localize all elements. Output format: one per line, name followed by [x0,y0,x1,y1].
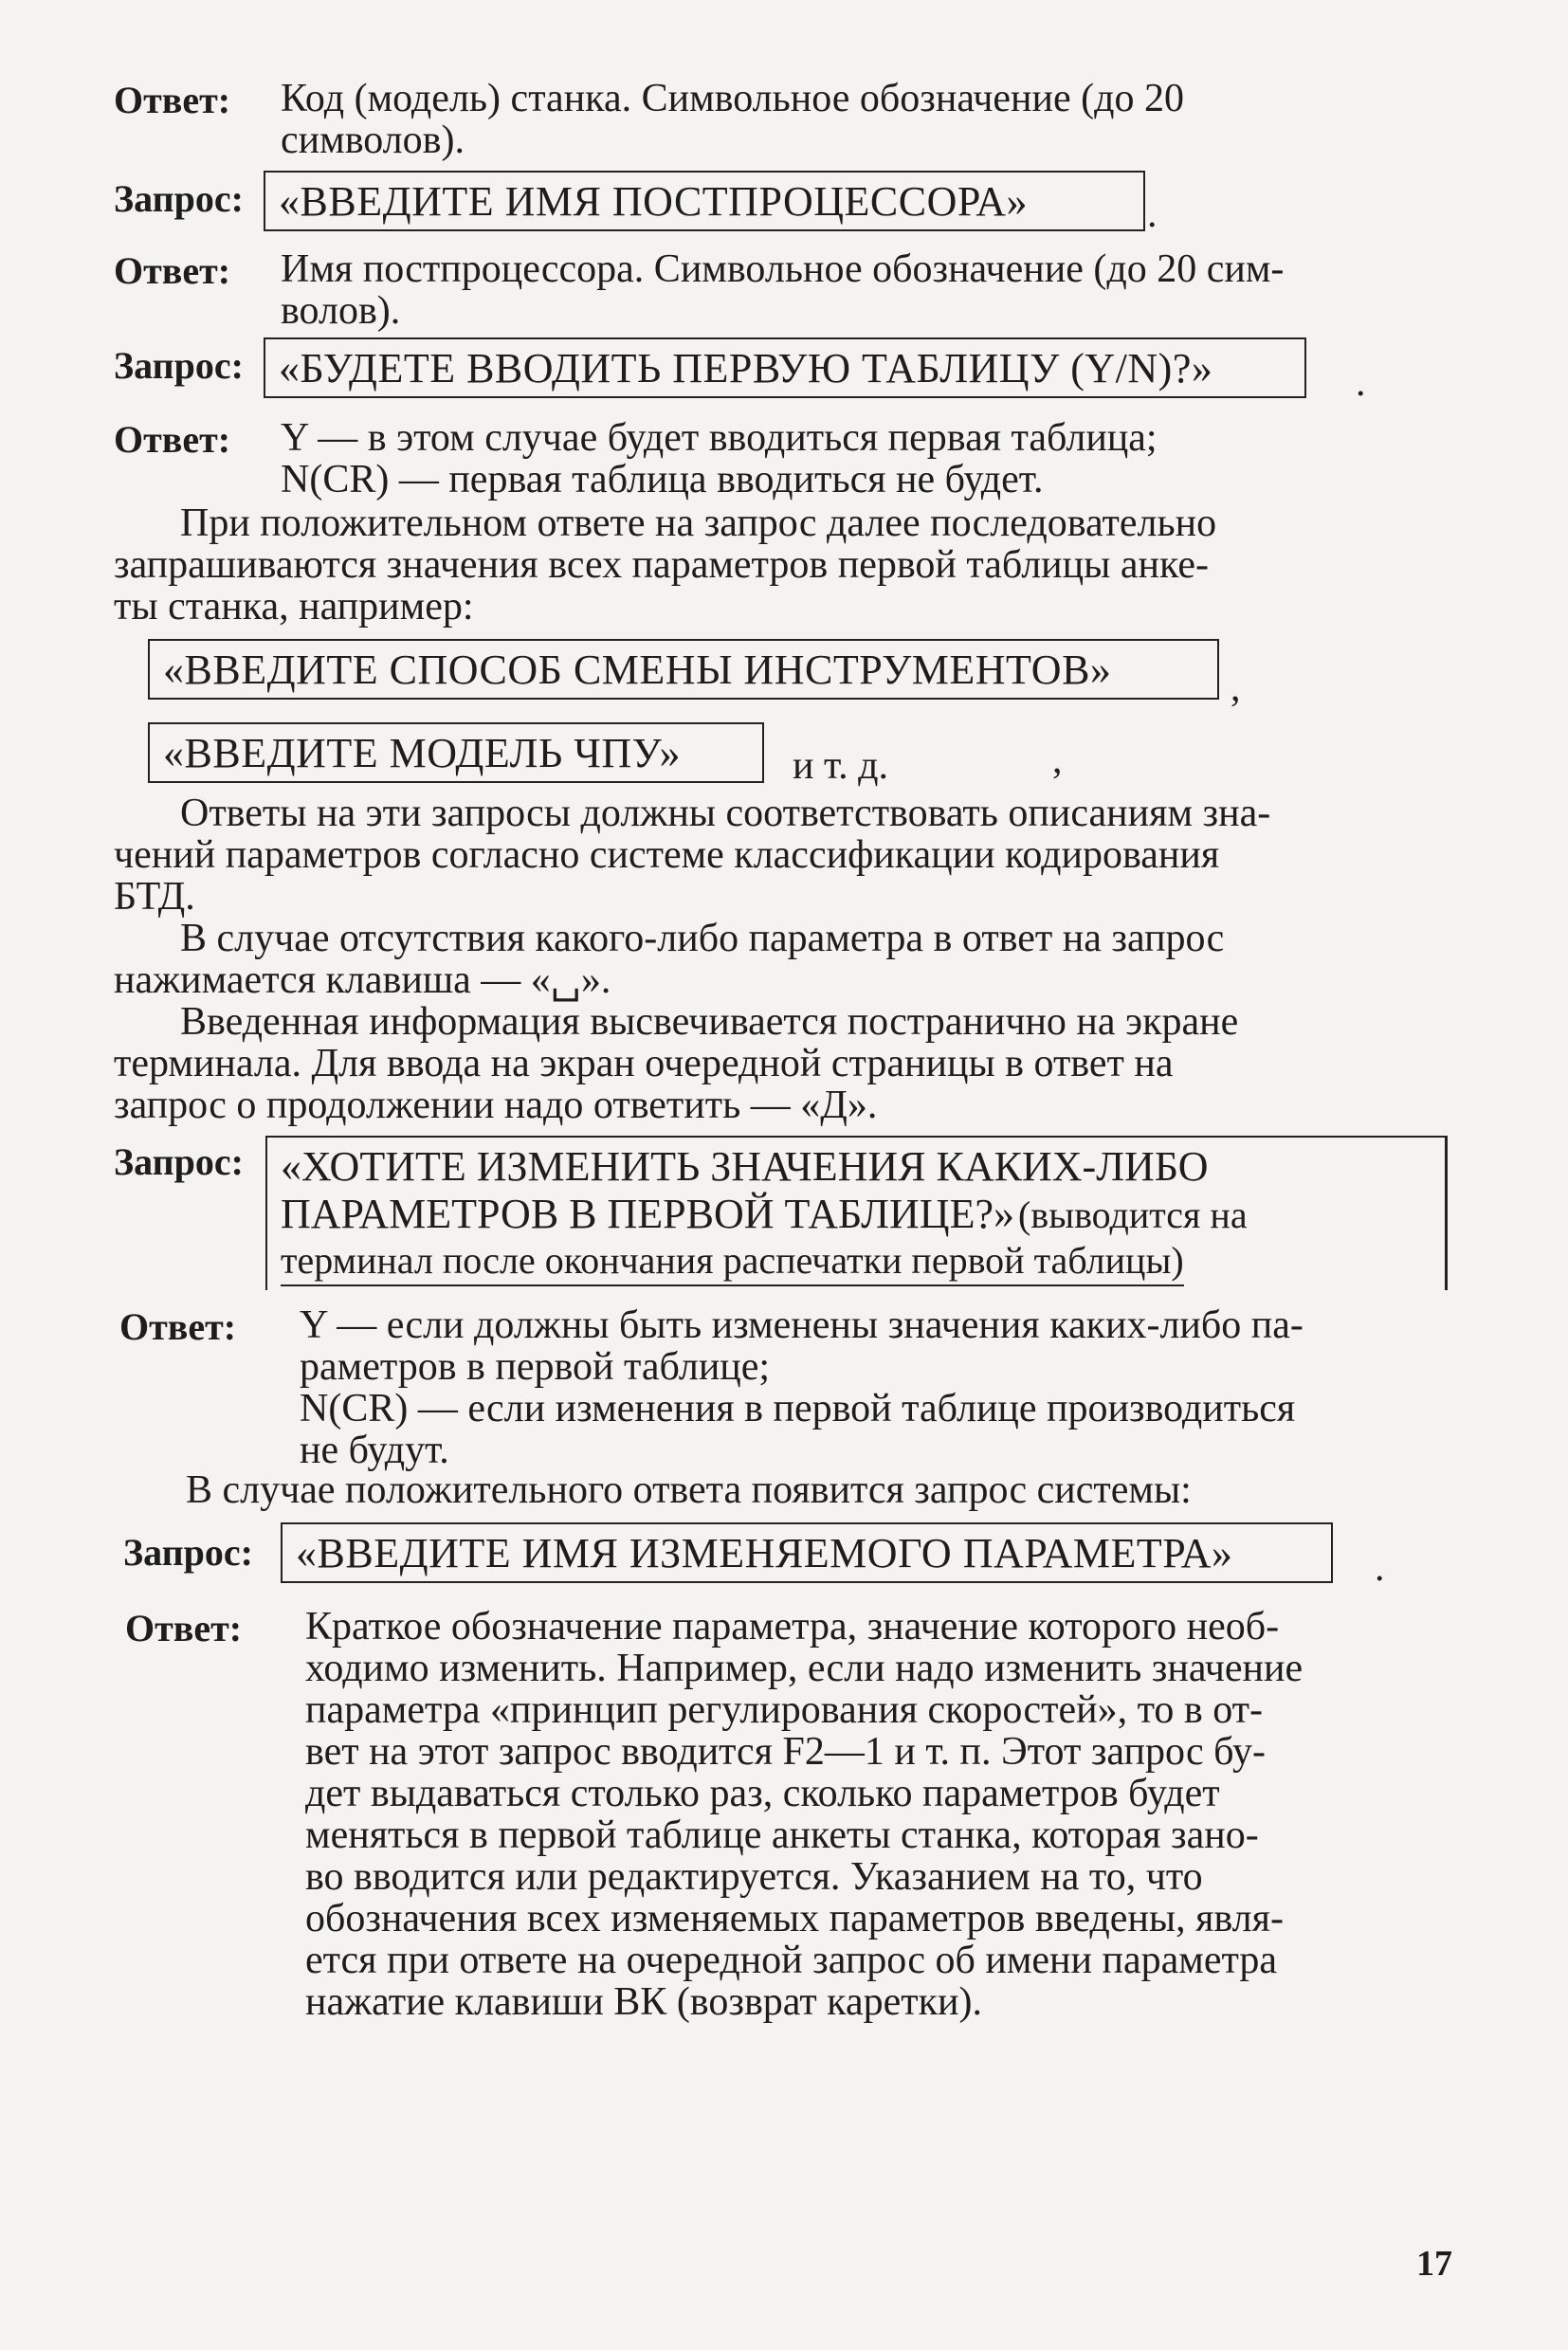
text-line: обозначения всех изменяемых параметров введены, явля- [305,1897,1284,1940]
query-box [264,171,1145,231]
page-number: 17 [1416,2244,1452,2284]
query-text: «БУДЕТЕ ВВОДИТЬ ПЕРВУЮ ТАБЛИЦУ (Y/N)?» [279,345,1213,392]
text-line: запрашиваются значения всех параметров первой таблицы анке- [114,543,1209,587]
answer-label: Ответ: [119,1305,237,1348]
query-box [281,1522,1333,1583]
query-text: «ВВЕДИТЕ ИМЯ ИЗМЕНЯЕМОГО ПАРАМЕТРА» [296,1530,1233,1576]
punctuation: , [1052,738,1063,782]
text-line: В случае отсутствия какого-либо параметра в ответ на запрос [180,917,1225,960]
query-box-multiline [265,1136,1448,1290]
text-line: терминала. Для ввода на экран очередной страницы в ответ на [114,1042,1174,1085]
text-line: Ответы на эти запросы должны соответствовать описаниям зна- [180,792,1271,835]
text-line: волов). [281,289,401,333]
text-line: вет на этот запрос вводится F2—1 и т. п. Этот запрос бу- [305,1730,1266,1774]
text-line: нажатие клавиши ВК (возврат каретки). [305,1980,982,2024]
answer-label: Ответ: [114,79,231,121]
query-text: ПАРАМЕТРОВ В ПЕРВОЙ ТАБЛИЦЕ?» [281,1191,1014,1237]
text-line: раметров в первой таблице; [300,1345,771,1389]
answer-label: Ответ: [125,1607,243,1649]
answer-text [281,78,1414,161]
paragraph-2 [114,792,1414,918]
text-line: символов). [281,118,465,162]
text-line: ходимо изменить. Например, если надо изменить значение [305,1647,1304,1690]
punctuation: , [1231,666,1241,710]
text-line: нажимается клавиша — «␣». [114,958,611,1002]
text-line: Введенная информация высвечивается постранично на экране [180,1000,1239,1044]
text-line: меняться в первой таблице анкеты станка, которая зано- [305,1813,1259,1857]
text-line: ты станка, например: [114,585,474,628]
answer-text [281,248,1414,332]
example-text: «ВВЕДИТЕ МОДЕЛЬ ЧПУ» [163,730,681,776]
answer-text [305,1606,1441,2023]
query-text: «ВВЕДИТЕ ИМЯ ПОСТПРОЦЕССОРА» [279,178,1028,225]
query-box [264,337,1306,398]
answer-text [300,1304,1424,1471]
text-line: N(CR) — если изменения в первой таблице производиться [300,1387,1296,1430]
text-line: При положительном ответе на запрос далее последовательно [180,501,1217,545]
example-text: «ВВЕДИТЕ СПОСОБ СМЕНЫ ИНСТРУМЕНТОВ» [163,647,1112,693]
paragraph-4 [114,1001,1414,1126]
text-line: Y — в этом случае будет вводиться первая таблица; [281,416,1158,460]
punctuation: . [1147,192,1158,236]
text-line: параметра «принцип регулирования скоростей», то в от- [305,1688,1263,1732]
query-text-line-2 [281,1191,1430,1238]
answer-label: Ответ: [114,249,231,292]
query-note: терминал после окончания распечатки первой таблицы) [281,1238,1184,1286]
text-line: В случае положительного ответа появится запрос системы: [186,1468,1192,1512]
example-suffix: и т. д. [793,744,889,788]
paragraph-1 [114,502,1414,628]
query-text: «ХОТИТЕ ИЗМЕНИТЬ ЗНАЧЕНИЯ КАКИХ-ЛИБО [281,1143,1209,1190]
text-line: БТД. [114,875,195,919]
text-line: Код (модель) станка. Символьное обозначение (до 20 [281,77,1184,120]
text-line: N(CR) — первая таблица вводиться не будет. [281,458,1044,501]
query-label: Запрос: [114,1140,244,1183]
text-line: не будут. [300,1429,449,1472]
text-line: ется при ответе на очередной запрос об имени параметра [305,1939,1278,1982]
text-line: чений параметров согласно системе классификации кодирования [114,833,1220,877]
punctuation: . [1375,1546,1385,1590]
text-line: Имя постпроцессора. Символьное обозначение (до 20 сим- [281,247,1285,291]
query-note: (выводится на [1017,1193,1248,1236]
answer-label: Ответ: [114,418,231,461]
paragraph-3 [114,918,1414,1001]
text-line: дет выдаваться столько раз, сколько параметров будет [305,1772,1220,1815]
punctuation: . [1356,361,1366,405]
query-label: Запрос: [114,177,244,220]
text-line: Y — если должны быть изменены значения каких-либо па- [300,1303,1304,1347]
example-box-2 [148,722,764,783]
query-label: Запрос: [123,1531,253,1574]
example-box-1 [148,639,1219,700]
text-line: во вводится или редактируется. Указанием на то, что [305,1855,1203,1899]
text-line: запрос о продолжении надо ответить — «Д». [114,1084,878,1127]
text-line: Краткое обозначение параметра, значение которого необ- [305,1605,1280,1649]
answer-text [281,417,1414,501]
query-label: Запрос: [114,344,244,387]
paragraph-5 [186,1469,1437,1511]
